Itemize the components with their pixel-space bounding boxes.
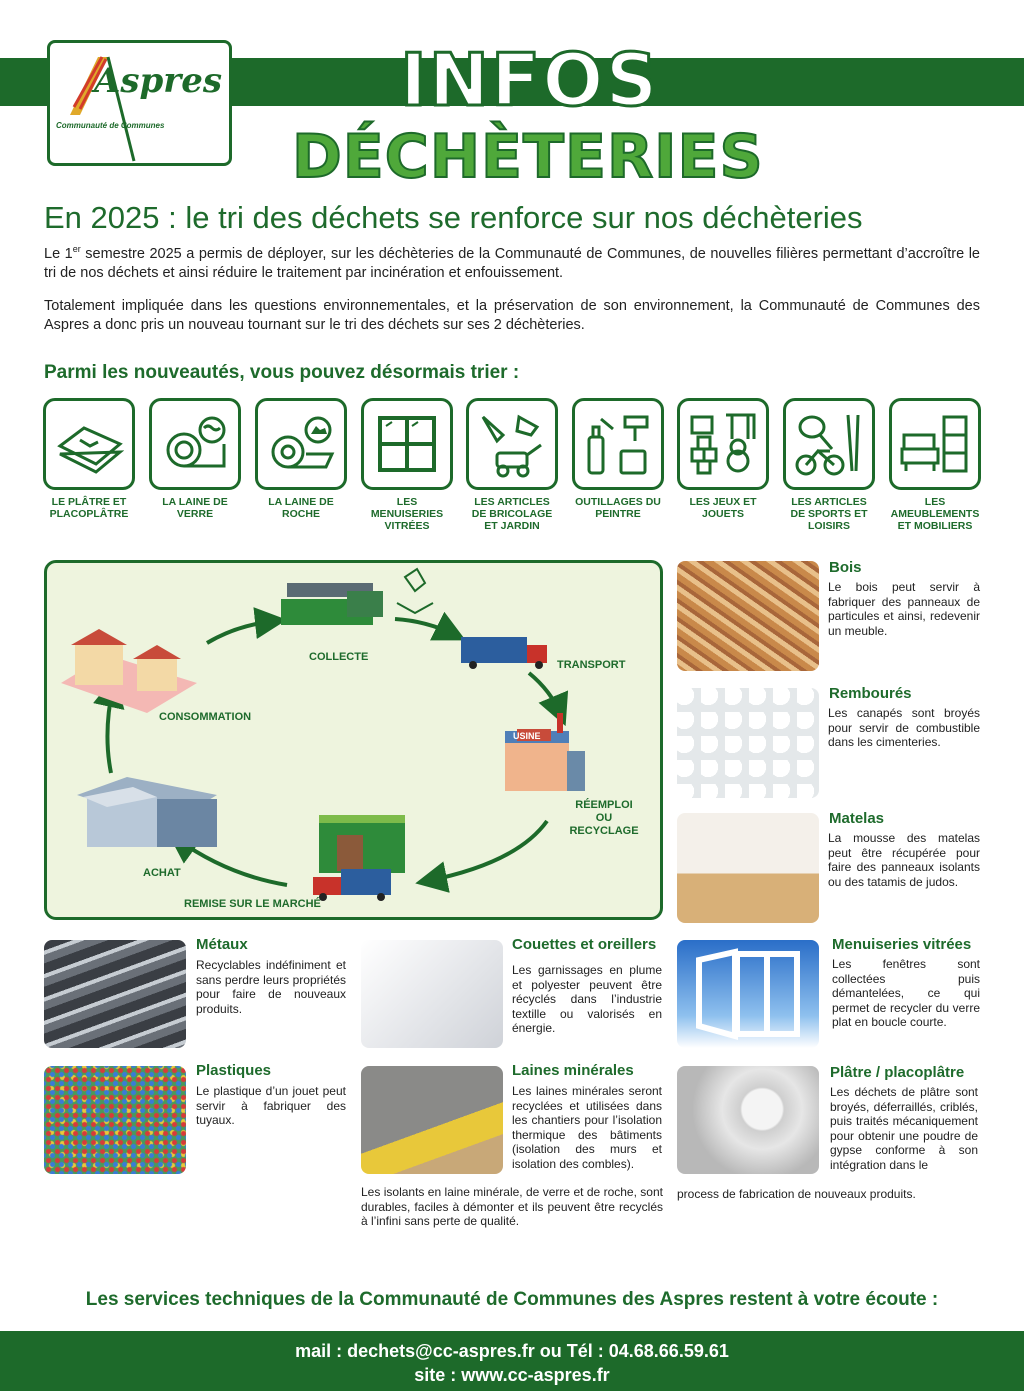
logo-subtitle: Communauté de Communes xyxy=(56,121,165,130)
couettes-text: Les garnissages en plume et polyester peuvent être récyclés dans l’industrie textille ou valorisés en énergie. xyxy=(512,963,662,1036)
mattress-photo xyxy=(677,813,819,923)
garden-tools-icon xyxy=(475,409,549,479)
label-consommation: CONSOMMATION xyxy=(159,711,252,723)
matelas-text: La mousse des matelas peut être récupérée pour faire des panneaux isolants ou des tatamis de judos. xyxy=(828,831,980,889)
plaster-debris-photo xyxy=(677,1066,819,1174)
plastiques-title: Plastiques xyxy=(196,1062,272,1079)
bois-text: Le bois peut servir à fabriquer des panneaux de particules et ainsi, redevenir un meuble. xyxy=(828,580,980,638)
p1-before: Le 1 xyxy=(44,245,73,262)
platre-extra-text: process de fabrication de nouveaux produits. xyxy=(677,1187,916,1201)
laines-text: Les laines minérales seront recyclées et utilisées dans les chantiers pour l’isolation thermique des bâtiments (isolation des murs et isolation des combles). xyxy=(512,1084,662,1171)
glass-wool-icon xyxy=(160,414,230,474)
rock-wool-icon xyxy=(266,414,336,474)
window-photo xyxy=(677,940,819,1048)
contact-intro: Les services techniques de la Communauté de Communes des Aspres restent à votre écoute : xyxy=(85,1289,939,1310)
contact-website[interactable]: site : www.cc-aspres.fr xyxy=(414,1365,610,1385)
headline: En 2025 : le tri des déchets se renforce sur nos déchèteries xyxy=(44,200,863,235)
metaux-text: Recyclables indéfiniment et sans perdre leurs propriétés pour faire de nouveaux produits. xyxy=(196,958,346,1016)
label-achat: ACHAT xyxy=(143,867,181,879)
foam-photo xyxy=(677,688,819,798)
category-laine-verre xyxy=(149,398,241,520)
category-label: OUTILLAGES DU PEINTRE xyxy=(575,496,661,520)
laines-extra-text: Les isolants en laine minérale, de verre et de roche, sont durables, faciles à démonter et ils peuvent être recyclés à l’infini sans perte de qualité. xyxy=(361,1185,663,1229)
window-frame-icon xyxy=(677,940,819,1048)
category-sports xyxy=(783,398,875,532)
menuiseries-title: Menuiseries vitrées xyxy=(832,936,972,953)
category-label: LA LAINE DE VERRE xyxy=(162,496,228,520)
metal-pipes-photo xyxy=(44,940,186,1048)
furniture-icon xyxy=(898,409,972,479)
paint-tools-icon xyxy=(581,409,655,479)
rembourres-title: Rembourés xyxy=(829,685,912,702)
subheading: Parmi les nouveautés, vous pouvez désormais trier : xyxy=(44,362,520,383)
menuiseries-text: Les fenêtres sont collectées puis démantelées, ce qui permet de recycler du verre plat en boucle courte. xyxy=(832,957,980,1030)
intro-paragraph-2: Totalement impliquée dans les questions environnementales, et la préservation de son environnement, la Communauté de Communes des Aspres a donc pris un nouveau tournant sur le tri des déchets sur ses 2 déchèteries. xyxy=(44,298,980,333)
category-label: LES AMEUBLEMENTS ET MOBILIERS xyxy=(890,496,980,532)
logo-text: Aspres xyxy=(94,61,222,101)
rembourres-text: Les canapés sont broyés pour servir de combustible dans les cimenteries. xyxy=(828,706,980,750)
contact-mail-phone[interactable]: mail : dechets@cc-aspres.fr ou Tél : 04.68.66.59.61 xyxy=(295,1341,729,1361)
matelas-title: Matelas xyxy=(829,810,885,827)
title-infos: INFOS xyxy=(400,38,660,122)
title-decheteries: DÉCHÈTERIES xyxy=(292,122,764,192)
category-label: LES JEUX ET JOUETS xyxy=(689,496,757,520)
label-reemploi: RÉEMPLOI OU RECYCLAGE xyxy=(569,799,639,837)
footer-band xyxy=(0,1331,1024,1391)
category-menuiseries xyxy=(361,398,453,532)
pillows-photo xyxy=(361,940,503,1048)
intro-paragraph-1 xyxy=(44,240,980,283)
platre-title: Plâtre / placoplâtre xyxy=(830,1064,965,1081)
plaster-icon xyxy=(54,414,124,474)
metaux-title: Métaux xyxy=(196,936,248,953)
mineral-wool-photo xyxy=(361,1066,503,1174)
category-label: LES ARTICLES DE SPORTS ET LOISIRS xyxy=(790,496,868,532)
wood-chips-photo xyxy=(677,561,819,671)
toys-icon xyxy=(686,409,760,479)
category-jouets xyxy=(677,398,769,520)
category-laine-roche xyxy=(255,398,347,520)
bois-title: Bois xyxy=(829,559,862,576)
category-platre xyxy=(43,398,135,520)
category-outillages xyxy=(572,398,664,520)
cycle-arrows xyxy=(47,563,660,917)
category-bricolage xyxy=(466,398,558,532)
sports-icon xyxy=(792,409,866,479)
label-transport: TRANSPORT xyxy=(557,659,626,671)
plastiques-text: Le plastique d’un jouet peut servir à fabriquer des tuyaux. xyxy=(196,1084,346,1128)
plastic-pellets-photo xyxy=(44,1066,186,1174)
category-label: LA LAINE DE ROCHE xyxy=(268,496,334,520)
category-ameublement xyxy=(889,398,981,532)
label-remise: REMISE SUR LE MARCHÉ xyxy=(184,898,321,910)
couettes-title: Couettes et oreillers xyxy=(512,936,657,953)
label-collecte: COLLECTE xyxy=(309,651,369,663)
platre-text: Les déchets de plâtre sont broyés, déferraillés, criblés, puis traités mécaniquement pour obtenir une poudre de gypse conforme à son intégration dans le xyxy=(830,1085,978,1172)
category-label: LES MENUISERIES VITRÉES xyxy=(370,496,444,532)
recycling-cycle-panel xyxy=(44,560,663,920)
window-icon xyxy=(372,412,442,476)
p1-after: semestre 2025 a permis de déployer, sur les déchèteries de la Communauté de Communes, de nouvelles filières permettant d’accroître le tri de nos déchets et ainsi réduire le traitement par incinération et enfouissement. xyxy=(44,245,980,281)
laines-title: Laines minérales xyxy=(512,1062,634,1079)
label-usine: USINE xyxy=(513,731,541,741)
p1-sup: er xyxy=(72,244,81,254)
aspres-logo xyxy=(47,40,232,166)
category-label: LE PLÂTRE ET PLACOPLÂTRE xyxy=(49,496,129,520)
category-label: LES ARTICLES DE BRICOLAGE ET JARDIN xyxy=(471,496,553,532)
